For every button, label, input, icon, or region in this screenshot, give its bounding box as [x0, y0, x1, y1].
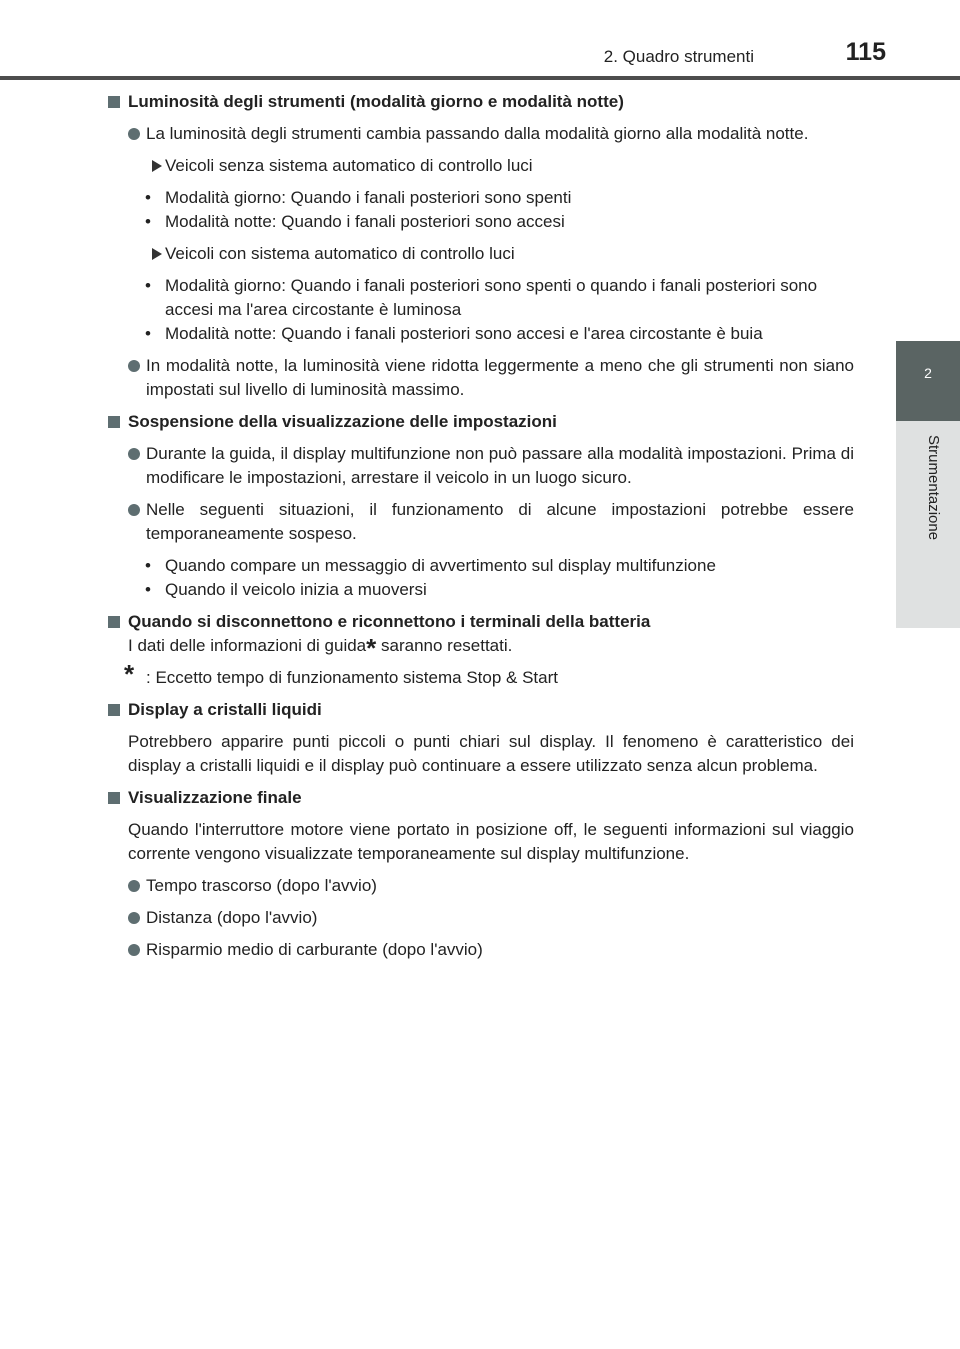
- bullet-item: [108, 578, 854, 602]
- bullet-text: Quando compare un messaggio di avvertimento sul display multifunzione: [165, 556, 716, 575]
- triangle-arrow-icon: [152, 160, 162, 172]
- bullet-list: [108, 186, 854, 234]
- square-bullet-icon: [108, 616, 120, 628]
- section-heading-text: Visualizzazione finale: [128, 788, 302, 807]
- bullet-list: [108, 274, 854, 346]
- circle-bullet-icon: [128, 504, 140, 516]
- paragraph-text: Potrebbero apparire punti piccoli o punti chiari sul display. Il fenomeno è caratteristico dei display a cristalli liquidi e il display può continuare a essere utilizzato senza alcun problema.: [128, 732, 854, 775]
- list-item: [108, 354, 854, 402]
- list-item: [108, 442, 854, 490]
- section-heading: [108, 610, 854, 634]
- list-item: [108, 906, 854, 930]
- footnote-text: : Eccetto tempo di funzionamento sistema Stop & Start: [146, 668, 558, 687]
- list-item-text: Distanza (dopo l'avvio): [146, 908, 318, 927]
- list-item: [108, 938, 854, 962]
- circle-bullet-icon: [128, 944, 140, 956]
- condition-text: Veicoli con sistema automatico di controllo luci: [165, 244, 515, 263]
- paragraph-text: Quando l'interruttore motore viene portato in posizione off, le seguenti informazioni sul viaggio corrente vengono visualizzate temporaneamente sul display multifunzione.: [128, 820, 854, 863]
- paragraph: [108, 633, 854, 663]
- bullet-text: Quando il veicolo inizia a muoversi: [165, 580, 427, 599]
- section-heading: [108, 410, 854, 434]
- side-tab-label: Strumentazione: [925, 435, 942, 541]
- paragraph-text: I dati delle informazioni di guida: [128, 636, 367, 655]
- bullet-dot-icon: •: [145, 580, 151, 599]
- bullet-list: [108, 554, 854, 602]
- section-heading: [108, 90, 854, 114]
- bullet-item: [108, 322, 854, 346]
- list-item-text: Durante la guida, il display multifunzione non può passare alla modalità impostazioni. Prima di modificare le impostazioni, arrestare il veicolo in un luogo sicuro.: [146, 444, 854, 487]
- paragraph: [108, 818, 854, 866]
- list-item: [108, 874, 854, 898]
- condition-item: [108, 154, 854, 178]
- chapter-title: 2. Quadro strumenti: [603, 47, 754, 66]
- square-bullet-icon: [108, 704, 120, 716]
- list-item-text: Risparmio medio di carburante (dopo l'avvio): [146, 940, 483, 959]
- footnote-asterisk: *: [124, 659, 135, 689]
- circle-bullet-icon: [128, 448, 140, 460]
- circle-bullet-icon: [128, 128, 140, 140]
- list-item-text: In modalità notte, la luminosità viene ridotta leggermente a meno che gli strumenti non siano impostati sul livello di luminosità massimo.: [146, 356, 854, 399]
- footnote: [108, 659, 854, 690]
- list-item: [108, 122, 854, 146]
- list-item-text: La luminosità degli strumenti cambia passando dalla modalità giorno alla modalità notte.: [146, 124, 809, 143]
- paragraph: [108, 730, 854, 778]
- bullet-dot-icon: •: [145, 276, 151, 295]
- square-bullet-icon: [108, 96, 120, 108]
- triangle-arrow-icon: [152, 248, 162, 260]
- bullet-text: Modalità notte: Quando i fanali posteriori sono accesi e l'area circostante è buia: [165, 324, 763, 343]
- bullet-item: [108, 186, 854, 210]
- bullet-dot-icon: •: [145, 188, 151, 207]
- bullet-item: [108, 554, 854, 578]
- side-tab-chapter: [896, 341, 960, 421]
- bullet-text: Modalità notte: Quando i fanali posteriori sono accesi: [165, 212, 565, 231]
- bullet-text: Modalità giorno: Quando i fanali posteriori sono spenti: [165, 188, 572, 207]
- bullet-text: Modalità giorno: Quando i fanali posteriori sono spenti o quando i fanali posteriori sono accesi ma l'area circostante è luminosa: [165, 276, 818, 319]
- square-bullet-icon: [108, 416, 120, 428]
- section-heading-text: Luminosità degli strumenti (modalità giorno e modalità notte): [128, 92, 624, 111]
- bullet-dot-icon: •: [145, 324, 151, 343]
- paragraph-text-continued: saranno resettati.: [376, 636, 513, 655]
- asterisk-mark: *: [366, 633, 377, 663]
- square-bullet-icon: [108, 792, 120, 804]
- condition-text: Veicoli senza sistema automatico di controllo luci: [165, 156, 533, 175]
- section-heading-text: Display a cristalli liquidi: [128, 700, 322, 719]
- page-content: [108, 90, 854, 970]
- bullet-item: [108, 210, 854, 234]
- page-number: 115: [845, 38, 886, 66]
- list-item: [108, 498, 854, 546]
- list-item-text: Nelle seguenti situazioni, il funzionamento di alcune impostazioni potrebbe essere temporaneamente sospeso.: [146, 500, 854, 543]
- circle-bullet-icon: [128, 912, 140, 924]
- section-heading-text: Sospensione della visualizzazione delle impostazioni: [128, 412, 557, 431]
- section-heading: [108, 786, 854, 810]
- list-item-text: Tempo trascorso (dopo l'avvio): [146, 876, 377, 895]
- section-heading: [108, 698, 854, 722]
- circle-bullet-icon: [128, 360, 140, 372]
- bullet-dot-icon: •: [145, 556, 151, 575]
- side-tab-strip: [896, 421, 960, 628]
- side-tab-number: 2: [924, 365, 932, 381]
- bullet-dot-icon: •: [145, 212, 151, 231]
- page-header: [0, 0, 960, 80]
- condition-item: [108, 242, 854, 266]
- section-heading-text: Quando si disconnettono e riconnettono i terminali della batteria: [128, 612, 651, 631]
- header-rule: [0, 76, 960, 80]
- circle-bullet-icon: [128, 880, 140, 892]
- bullet-item: [108, 274, 854, 322]
